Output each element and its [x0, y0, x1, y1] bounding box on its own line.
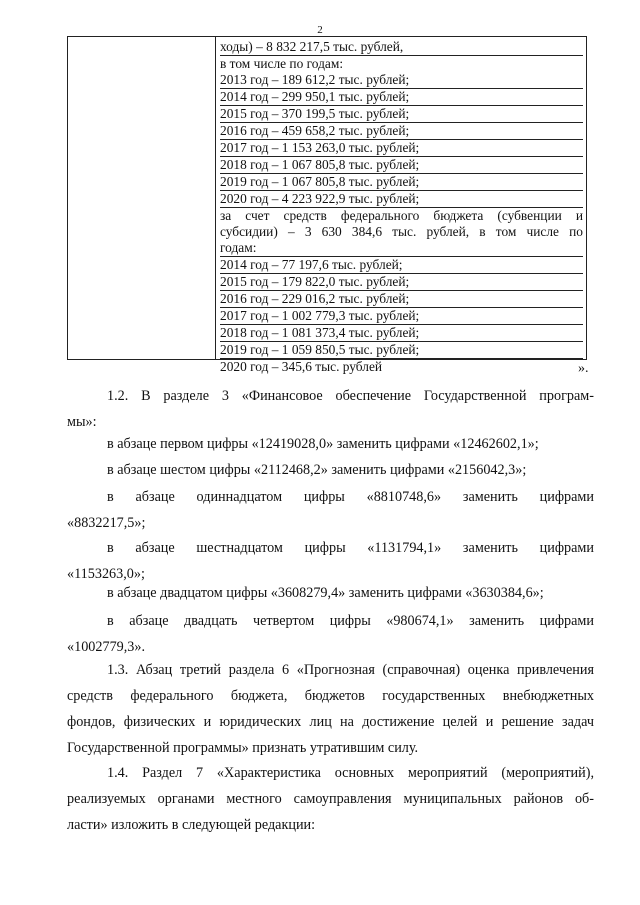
- table-line: 2018 год – 1 067 805,8 тыс. рублей;: [220, 157, 583, 174]
- table-line: 2015 год – 370 199,5 тыс. рублей;: [220, 106, 583, 123]
- table-line: годам:: [220, 240, 583, 257]
- table-line: в том числе по годам:: [220, 56, 344, 71]
- paragraph-line: в абзаце одиннадцатом цифры «8810748,6» заменить цифрами: [107, 489, 594, 505]
- table-line: 2020 год – 4 223 922,9 тыс. рублей;: [220, 191, 583, 208]
- table-line: 2015 год – 179 822,0 тыс. рублей;: [220, 274, 583, 291]
- table-line: ходы) – 8 832 217,5 тыс. рублей,: [220, 39, 583, 56]
- paragraph-line: Государственной программы» признать утратившим силу.: [67, 740, 419, 756]
- table-line: 2019 год – 1 059 850,5 тыс. рублей;: [220, 342, 583, 359]
- paragraph-1-3: [67, 657, 594, 761]
- paragraph-line: в абзаце двадцать четвертом цифры «980674,1» заменить цифрами: [107, 613, 594, 629]
- paragraph-line: в абзаце шестнадцатом цифры «1131794,1» заменить цифрами: [107, 540, 594, 556]
- paragraph-amend-3: [67, 484, 594, 536]
- paragraph-line: «8832217,5»;: [67, 515, 146, 531]
- paragraph-line: в абзаце шестом цифры «2112468,2» заменить цифрами «2156042,3»;: [107, 462, 527, 478]
- financing-table: [67, 36, 587, 374]
- table-line: 2016 год – 229 016,2 тыс. рублей;: [220, 291, 583, 308]
- paragraph-amend-2: [67, 457, 594, 483]
- table-line: 2014 год – 299 950,1 тыс. рублей;: [220, 89, 583, 106]
- paragraph-amend-5: [67, 580, 594, 606]
- paragraph-line: реализуемых органами местного самоуправления муниципальных районов об-: [67, 791, 594, 807]
- table-line: 2014 год – 77 197,6 тыс. рублей;: [220, 257, 583, 274]
- paragraph-line: ласти» изложить в следующей редакции:: [67, 817, 316, 833]
- paragraph-line: средств федерального бюджета, бюджетов государственных внебюджетных: [67, 688, 594, 704]
- paragraph-amend-1: [67, 431, 594, 457]
- paragraph-1-2: [67, 383, 594, 435]
- paragraph-line: фондов, физических и юридических лиц на достижение целей и решение задач: [67, 714, 594, 730]
- paragraph-1-4: [67, 760, 594, 838]
- paragraph-amend-6: [67, 608, 594, 660]
- table-line: 2017 год – 1 153 263,0 тыс. рублей;: [220, 140, 583, 157]
- table-line: 2020 год – 345,6 тыс. рублей: [220, 359, 383, 374]
- table-line: 2013 год – 189 612,2 тыс. рублей;: [220, 72, 583, 89]
- table-line: 2017 год – 1 002 779,3 тыс. рублей;: [220, 308, 583, 325]
- table-line: субсидии) – 3 630 384,6 тыс. рублей, в том числе по: [220, 224, 583, 239]
- paragraph-line: «1153263,0»;: [67, 566, 145, 582]
- table-line: 2016 год – 459 658,2 тыс. рублей;: [220, 123, 583, 140]
- table-line: 2019 год – 1 067 805,8 тыс. рублей;: [220, 174, 583, 191]
- table-value-cell: [216, 37, 586, 374]
- paragraph-line: 1.4. Раздел 7 «Характеристика основных мероприятий (мероприятий),: [107, 765, 594, 781]
- paragraph-line: «1002779,3».: [67, 639, 146, 655]
- page-number: 2: [317, 24, 323, 36]
- table-line: 2018 год – 1 081 373,4 тыс. рублей;: [220, 325, 583, 342]
- paragraph-line: в абзаце двадцатом цифры «3608279,4» заменить цифрами «3630384,6»;: [107, 585, 544, 601]
- paragraph-line: в абзаце первом цифры «12419028,0» заменить цифрами «12462602,1»;: [107, 436, 539, 452]
- paragraph-line: мы»:: [67, 414, 97, 430]
- closing-quote: ».: [578, 361, 589, 376]
- paragraph-line: 1.2. В разделе 3 «Финансовое обеспечение Государственной програм-: [107, 388, 594, 404]
- table-line: за счет средств федерального бюджета (субвенции и: [220, 208, 583, 223]
- paragraph-line: 1.3. Абзац третий раздела 6 «Прогнозная (справочная) оценка привлечения: [107, 662, 594, 678]
